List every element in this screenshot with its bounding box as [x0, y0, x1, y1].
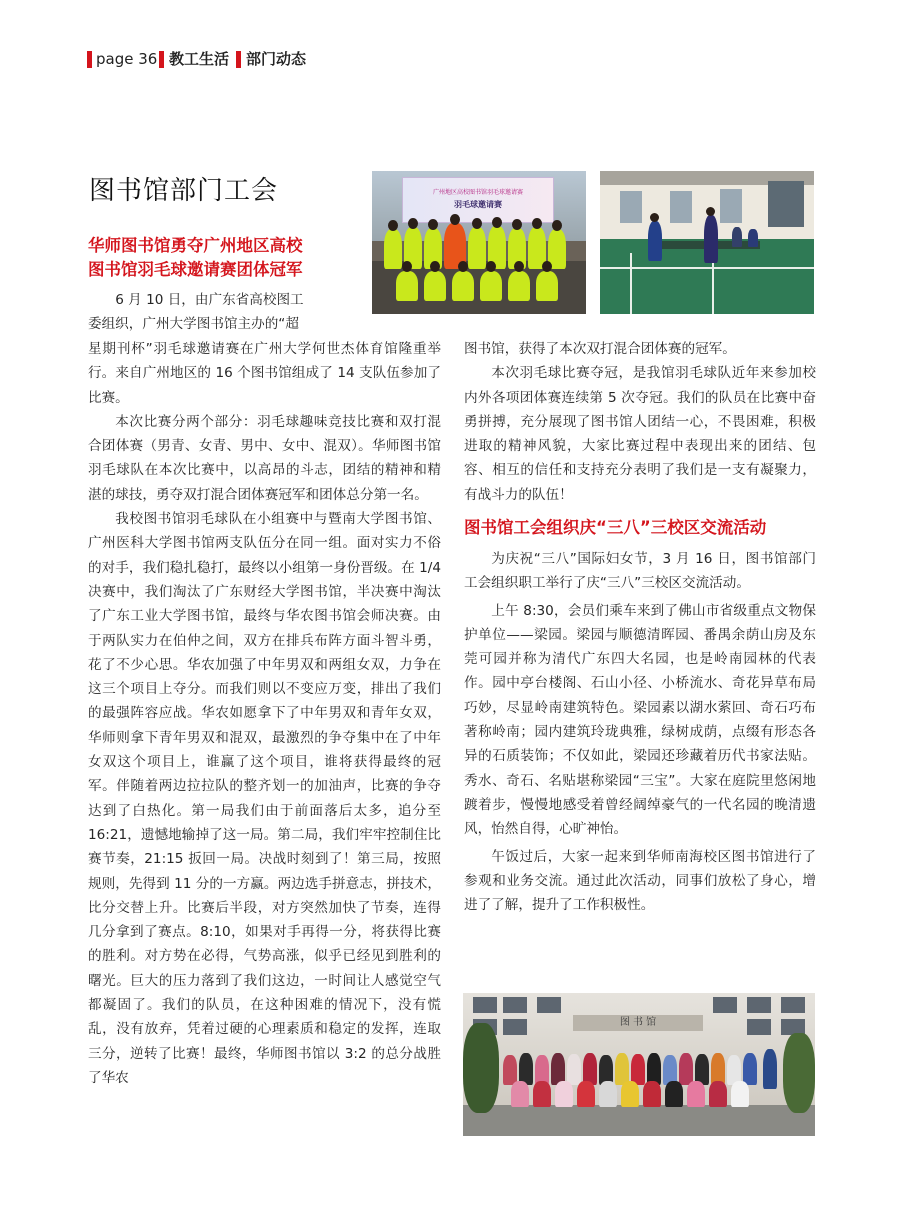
article-1-title-line-2: 图书馆羽毛球邀请赛团体冠军 [88, 260, 303, 279]
article-1-intro [88, 288, 338, 337]
paragraph: 本次比赛分两个部分：羽毛球趣味竞技比赛和双打混合团体赛（男青、女青、男中、女中、混双）。华师图书馆羽毛球队在本次比赛中，以高昂的斗志，团结的精神和精湛的球技，勇夺双打混合团体赛冠军和团体总分第一名。 [88, 413, 441, 503]
article-1-right-column [464, 337, 816, 507]
paragraph: 本次羽毛球比赛夺冠，是我馆羽毛球队近年来参加校内外各项团体赛连续第 5 次夺冠。我们的队员在比赛中奋勇拼搏，充分展现了图书馆人团结一心，不畏困难，积极进取的精神风貌，大家比赛过程中表现出来的团结、包容、相互的信任和支持充分表明了我们是一支有凝聚力，有战斗力的队伍！ [464, 365, 816, 503]
paragraph: 午饭过后，大家一起来到华师南海校区图书馆进行了参观和业务交流。通过此次活动，同事们放松了身心，增进了了解，提升了工作积极性。 [464, 848, 816, 914]
paragraph: 星期刊杯”羽毛球邀请赛在广州大学何世杰体育馆隆重举行。来自广州地区的 16 个图书馆组成了 14 支队伍参加了比赛。 [88, 341, 441, 406]
header-divider [159, 51, 164, 68]
article-1-left-column [88, 337, 441, 1090]
intro-line-1: 6 月 10 日，由广东省高校图工 [115, 292, 304, 308]
header-divider [236, 51, 241, 68]
intro-line-2: 委组织，广州大学图书馆主办的“超 [88, 316, 299, 333]
article-1-title-line-1: 华师图书馆勇夺广州地区高校 [88, 236, 303, 255]
building-sign: 图 书 馆 [619, 1017, 657, 1028]
article-2-title: 图书馆工会组织庆“三八”三校区交流活动 [464, 518, 767, 537]
paragraph: 为庆祝“三八”国际妇女节，3 月 16 日，图书馆部门工会组织职工举行了庆“三八”三校区交流活动。 [464, 551, 816, 592]
article-2-body [464, 547, 816, 917]
court-photo [600, 171, 814, 314]
page-number: page 36 [96, 50, 158, 68]
magazine-name: 教工生活 [169, 50, 230, 68]
section-name: 部门动态 [246, 50, 307, 68]
paragraph: 我校图书馆羽毛球队在小组赛中与暨南大学图书馆、广州医科大学图书馆两支队伍分在同一组。面对实力不俗的对手，我们稳扎稳打，最终以小组第一身份晋级。在 1/4 决赛中，我们淘汰了广东财经大学图书馆，半决赛中淘汰了广东工业大学图书馆，最终与华农图书馆会师决赛。由于两队实力在伯仲之间，双方在排兵布阵方面斗智斗勇，花了不少心思。华农加强了中年男双和两组女双，力争在这三个项目上夺分。而我们则以不变应万变，排出了我们的最强阵容应战。华农如愿拿下了中年男双和青年女双，华师则拿下青年男双和混双，最激烈的争夺集中在了中年女双这个项目上，谁赢了这个项目，谁将获得最终的冠军。伴随着两边拉拉队的整齐划一的加油声，比赛的争夺达到了白热化。第一局我们由于前面落后太多，追分至 16:21，遗憾地输掉了这一局。第二局，我们牢牢控制住比赛节奏，21:15 扳回一局。决战时刻到了！第三局，按照规则，先得到 11 分的一方赢。两边选手拼意志，拼技术，比分交替上升。比赛后半段，对方突然加快了节奏，连得几分拿到了赛点。8:10，如果对手再得一分，将获得比赛的胜利。对方势在必得，气势高涨，似乎已经见到胜利的曙光。巨大的压力落到了我们这边，一时间让人感觉空气都凝固了。我们的队员，在这种困难的情况下，没有慌乱，没有放弃，凭着过硬的心理素质和稳定的发挥，连取三分，逆转了比赛！最终，华师图书馆以 3:2 的总分战胜了华农 [88, 511, 441, 1086]
group-photo [463, 993, 815, 1136]
banner-subtitle: 羽毛球邀请赛 [454, 200, 502, 209]
team-photo [372, 171, 586, 314]
paragraph: 图书馆，获得了本次双打混合团体赛的冠军。 [464, 341, 736, 357]
paragraph: 上午 8:30，会员们乘车来到了佛山市省级重点文物保护单位——梁园。梁园与顺德清晖园、番禺余荫山房及东莞可园并称为清代广东四大名园，也是岭南园林的代表作。园中亭台楼阁、石山小径、小桥流水、奇花异草布局巧妙，尽显岭南建筑特色。梁园素以湖水萦回、奇石巧布著称岭南；园内建筑玲珑典雅，绿树成荫，点缀有形态各异的石质装饰；不仅如此，梁园还珍藏着历代书家法贴。秀水、奇石、名贴堪称梁园“三宝”。大家在庭院里悠闲地踱着步，慢慢地感受着曾经阔绰豪气的一代名园的晚清遗风，怡然自得，心旷神怡。 [464, 602, 816, 838]
header-marker [87, 51, 92, 68]
page-title: 图书馆部门工会 [89, 176, 279, 206]
banner-title: 广州地区高校图书馆羽毛球邀请赛 [432, 189, 523, 196]
banner [402, 177, 554, 223]
